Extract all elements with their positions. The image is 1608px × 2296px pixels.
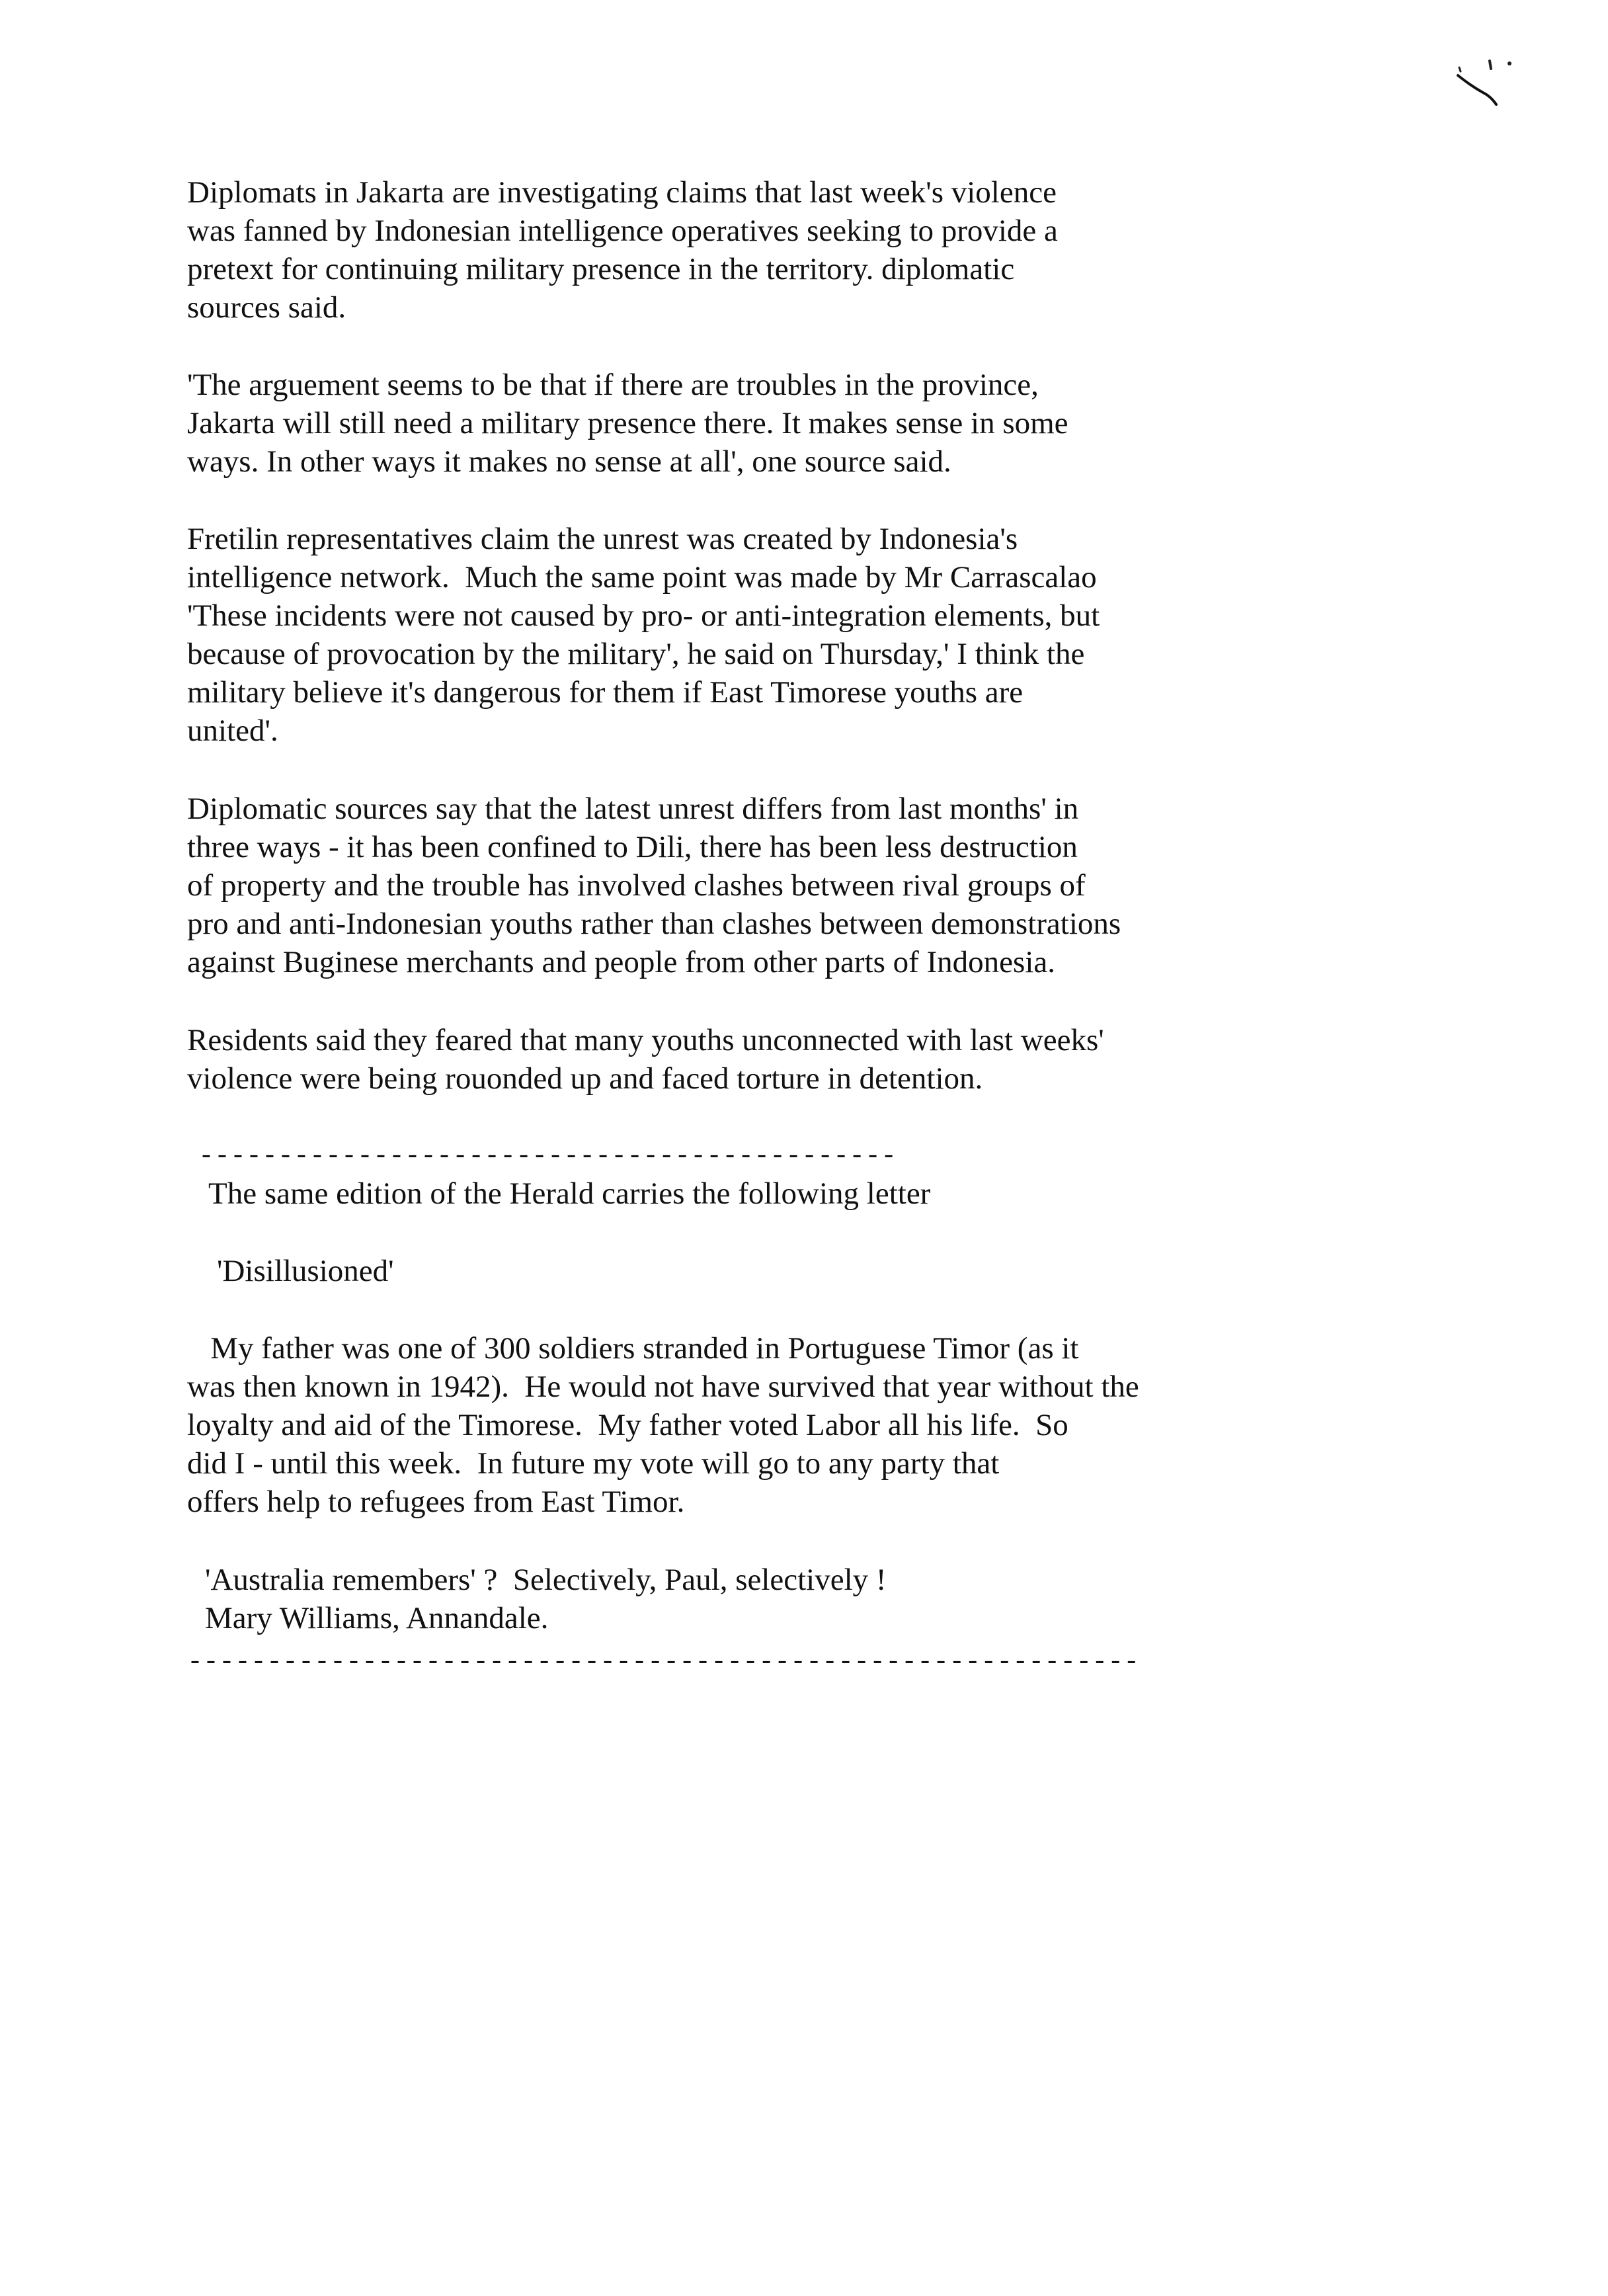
article-paragraph: 'The arguement seems to be that if there are troubles in the province, Jakarta will still need a military presence there. It makes sense in some ways. In other ways it makes no sense at all', one source said. — [187, 368, 1068, 479]
letter-title: 'Disillusioned' — [217, 1254, 394, 1288]
article-paragraph: Residents said they feared that many youths unconnected with last weeks' violence were being rouonded up and faced torture in detention. — [187, 1023, 1104, 1096]
handwritten-mark-icon — [1451, 52, 1524, 124]
letter-body: My father was one of 300 soldiers stranded in Portuguese Timor (as it was then known in 1942). He would not have survived that year without the loyalty and aid of the Timorese. My father voted Labor all his life. So did I - until this week. In future my vote will go to any party that offers help to refugees from East Timor. — [187, 1331, 1139, 1519]
article-paragraph: Diplomats in Jakarta are investigating claims that last week's violence was fanned by Indonesian intelligence operatives seeking to provide a pretext for continuing military presence in the territory. diplomatic sources said. — [187, 175, 1058, 325]
letter-intro: The same edition of the Herald carries the following letter — [208, 1176, 931, 1211]
letter-signature: 'Australia remembers' ? Selectively, Paul, selectively ! Mary Williams, Annandale. — [205, 1563, 887, 1635]
dashed-divider: ------------------------------------------------------------ — [187, 1650, 1140, 1676]
article-paragraph: Diplomatic sources say that the latest unrest differs from last months' in three ways - it has been confined to Dili, there has been less destruction of property and the trouble has involved clashes between rival groups of pro and anti-Indonesian youths rather than clashes between demonstrations against Buginese merchants and people from other parts of Indonesia. — [187, 792, 1121, 979]
article-paragraph: Fretilin representatives claim the unrest was created by Indonesia's intelligence network. Much the same point was made by Mr Carrascalao 'These incidents were not caused by pro- or anti-integration elements, but because of provocation by the military', he said on Thursday,' I think the military believe it's dangerous for them if East Timorese youths are united'. — [187, 522, 1100, 748]
dashed-divider: -------------------------------------------- — [198, 1144, 897, 1170]
